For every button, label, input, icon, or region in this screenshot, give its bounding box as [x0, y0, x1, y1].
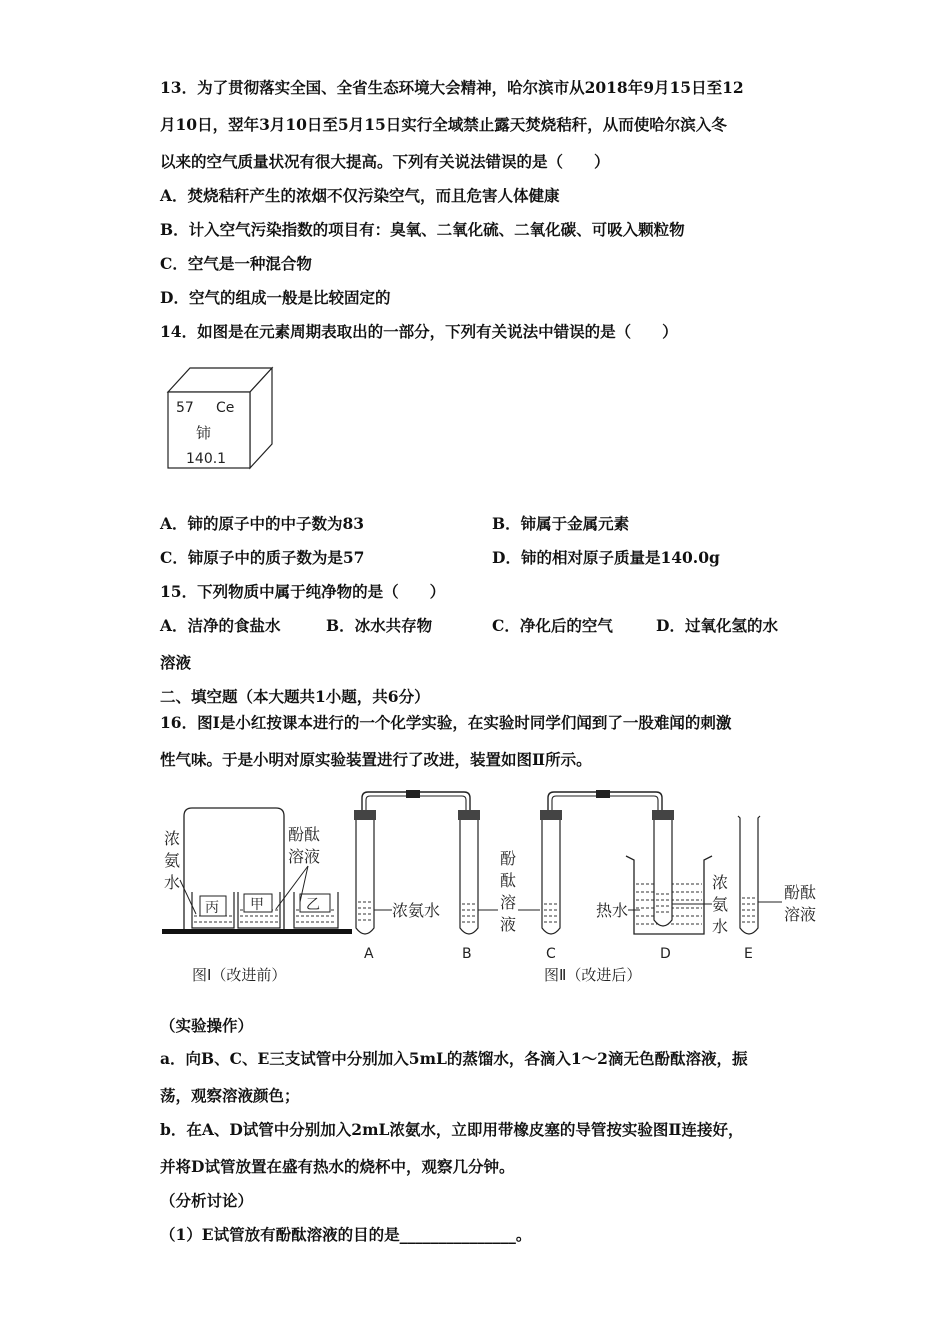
label-reshui: 热水: [596, 901, 629, 920]
label-e-fenti: 酚酞: [784, 883, 817, 902]
experiment-figure: [160, 784, 830, 994]
beaker-bing-label: 丙: [205, 900, 219, 916]
fig1-label-nong: 浓: [164, 829, 181, 848]
op-b-line2: 并将D试管放置在盛有热水的烧杯中，观察几分钟。: [160, 1157, 515, 1176]
element-cell-figure: [160, 362, 280, 472]
op-a-line2: 荡，观察溶液颜色；: [160, 1086, 300, 1105]
label-ye: 液: [500, 915, 517, 934]
discussion-q1: （1）E试管放有酚酞溶液的目的是_______________。: [160, 1225, 532, 1244]
tube-d-label: D: [660, 946, 671, 962]
element-number: 57: [176, 400, 194, 416]
q16-line1: 16．图Ⅰ是小红按课本进行的一个化学实验，在实验时同学们闻到了一股难闻的刺激: [160, 713, 732, 732]
label-ti: 酞: [500, 871, 517, 890]
q14-option-c: C．铈原子中的质子数为是57: [160, 548, 365, 567]
fig1-label-rongye: 溶液: [288, 847, 321, 866]
test-tube-b: [458, 810, 480, 934]
label-rong: 溶: [500, 893, 517, 912]
test-tube-c: [540, 810, 562, 934]
q16-line2: 性气味。于是小明对原实验装置进行了改进，装置如图Ⅱ所示。: [160, 750, 592, 769]
q15-stem: 15．下列物质中属于纯净物的是（ ）: [160, 582, 446, 601]
fig1-label-fenti: 酚酞: [288, 825, 321, 844]
q14-option-a: A．铈的原子中的中子数为83: [160, 514, 365, 533]
section-heading: 二、填空题（本大题共1小题，共6分）: [160, 687, 430, 706]
label-d-nong: 浓: [712, 873, 729, 892]
q13-line1: 13．为了贯彻落实全国、全省生态环境大会精神，哈尔滨市从2018年9月15日至12: [160, 78, 744, 97]
q15-option-d-continued: 溶液: [160, 653, 192, 672]
q13-line2: 月10日，翌年3月10日至5月15日实行全域禁止露天焚烧秸秆，从而使哈尔滨入冬: [160, 115, 727, 134]
q13-line3: 以来的空气质量状况有很大提高。下列有关说法错误的是（ ）: [160, 152, 610, 171]
op-title: （实验操作）: [160, 1016, 254, 1035]
discussion-title: （分析讨论）: [160, 1191, 254, 1210]
label-d-an: 氨: [712, 895, 729, 914]
beaker-jia-label: 甲: [250, 897, 264, 913]
label-nonganshui: 浓氨水: [392, 901, 441, 920]
element-name: 铈: [196, 424, 212, 442]
label-fen: 酚: [500, 849, 517, 868]
label-d-shui: 水: [712, 917, 729, 936]
q15-option-d: D．过氧化氢的水: [656, 616, 778, 635]
beaker-yi-label: 乙: [306, 897, 320, 913]
test-tube-e: [738, 816, 760, 934]
tube-c-label: C: [546, 946, 556, 962]
q15-option-b: B．冰水共存物: [326, 616, 433, 635]
q14-option-d: D．铈的相对原子质量是140.0g: [492, 548, 720, 567]
fig1-caption: 图Ⅰ（改进前）: [192, 966, 287, 984]
fig2-caption: 图Ⅱ（改进后）: [544, 966, 642, 984]
tube-a-label: A: [364, 946, 374, 962]
test-tube-a: [354, 810, 376, 934]
q13-option-d: D．空气的组成一般是比较固定的: [160, 288, 391, 307]
q15-option-a: A．洁净的食盐水: [160, 616, 281, 635]
tube-b-label: B: [462, 946, 472, 962]
op-b-line1: b．在A、D试管中分别加入2mL浓氨水，立即用带橡皮塞的导管按实验图Ⅱ连接好，: [160, 1120, 744, 1139]
fig1-label-shui: 水: [164, 873, 181, 892]
label-e-rongye: 溶液: [784, 905, 817, 924]
op-a-line1: a．向B、C、E三支试管中分别加入5mL的蒸馏水，各滴入1～2滴无色酚酞溶液，振: [160, 1049, 748, 1068]
q13-option-c: C．空气是一种混合物: [160, 254, 312, 273]
tube-e-label: E: [744, 946, 753, 962]
q14-option-b: B．铈属于金属元素: [492, 514, 630, 533]
fig1-label-an: 氨: [164, 851, 181, 870]
test-tube-d: [652, 810, 674, 926]
base-plate: [162, 929, 352, 934]
element-mass: 140.1: [186, 451, 227, 467]
q15-option-c: C．净化后的空气: [492, 616, 613, 635]
q14-stem: 14．如图是在元素周期表取出的一部分，下列有关说法中错误的是（ ）: [160, 322, 678, 341]
q13-option-a: A．焚烧秸秆产生的浓烟不仅污染空气，而且危害人体健康: [160, 186, 560, 205]
q13-option-b: B．计入空气污染指数的项目有：臭氧、二氧化硫、二氧化碳、可吸入颗粒物: [160, 220, 685, 239]
element-symbol: Ce: [216, 400, 235, 416]
